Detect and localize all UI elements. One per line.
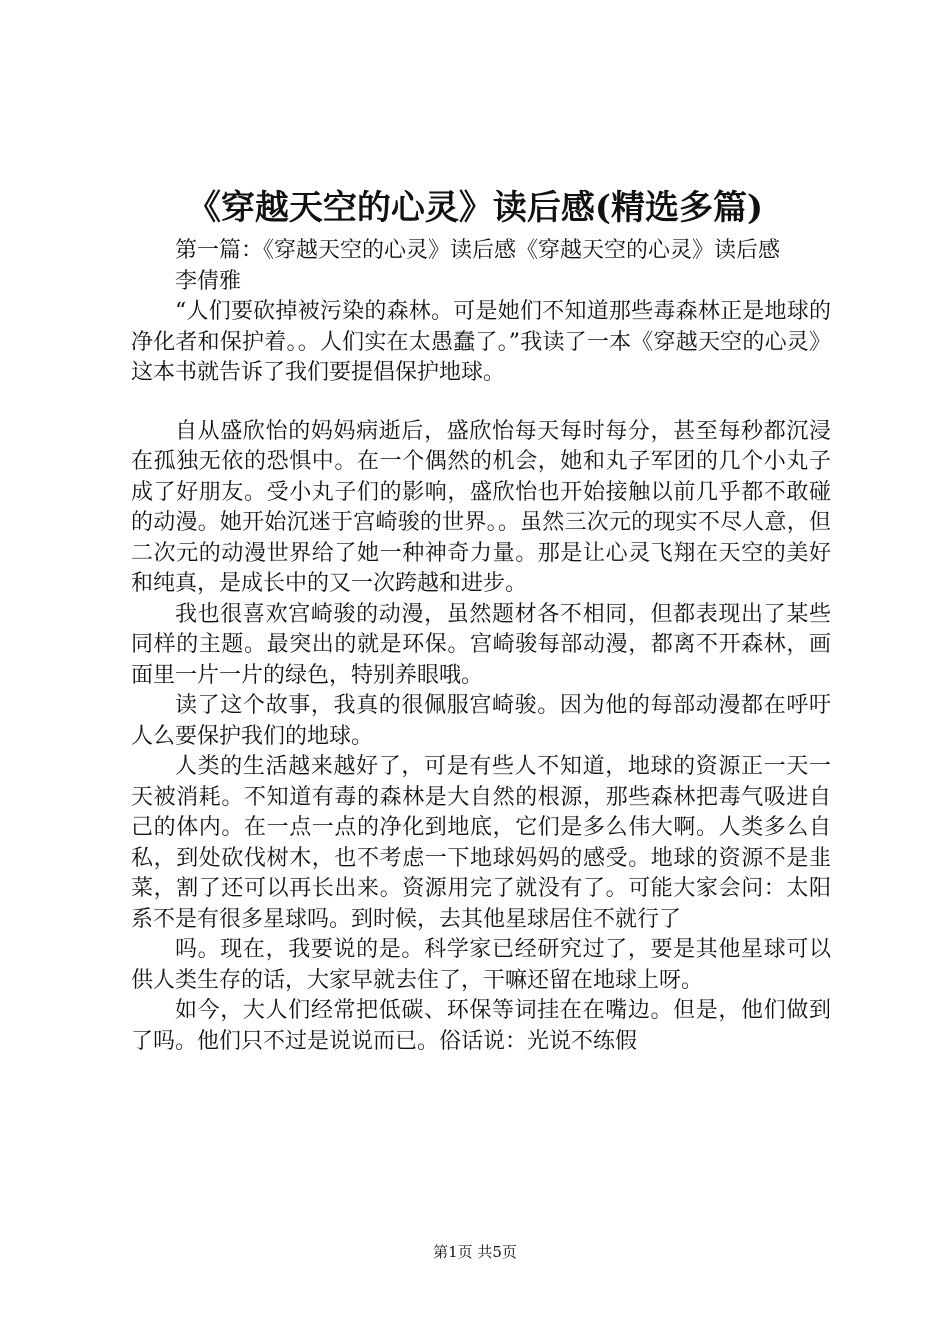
paragraph-heading: 第一篇：《穿越天空的心灵》读后感《穿越天空的心灵》读后感: [175, 238, 781, 263]
document-title: 《穿越天空的心灵》读后感(精选多篇): [186, 188, 764, 228]
page-footer: 第1页 共5页: [433, 1243, 517, 1261]
paragraph: 如今，大人们经常把低碳、环保等词挂在在嘴边。但是，他们做到了吗。他们只不过是说说而已。俗话说：光说不练假: [131, 998, 831, 1054]
paragraph: 吗。现在，我要说的是。科学家已经研究过了，要是其他星球可以供人类生存的话，大家早就去住了，干嘛还留在地球上呀。: [131, 937, 831, 993]
paragraph: 自从盛欣怡的妈妈病逝后，盛欣怡每天每时每分，甚至每秒都沉浸在孤独无依的恐惧中。在一个偶然的机会，她和丸子军团的几个小丸子成了好朋友。受小丸子们的影响，盛欣怡也开始接触以前几乎都不敢碰的动漫。她开始沉迷于宫崎骏的世界。。虽然三次元的现实不尽人意，但二次元的动漫世界给了她一种神奇力量。那是让心灵飞翔在天空的美好和纯真，是成长中的又一次跨越和进步。: [131, 418, 831, 596]
paragraph: “人们要砍掉被污染的森林。可是她们不知道那些毒森林正是地球的净化者和保护着。。人们实在太愚蠢了。”我读了一本《穿越天空的心灵》这本书就告诉了我们要提倡保护地球。: [131, 299, 831, 385]
paragraph: 读了这个故事，我真的很佩服宫崎骏。因为他的每部动漫都在呼吁人么要保护我们的地球。: [131, 693, 831, 749]
paragraph: 我也很喜欢宫崎骏的动漫，虽然题材各不相同，但都表现出了某些同样的主题。最突出的就是环保。宫崎骏每部动漫，都离不开森林，画面里一片一片的绿色，特别养眼哦。: [131, 601, 831, 688]
paragraph-author: 李倩雅: [175, 268, 242, 294]
document-body: [131, 236, 831, 1057]
paragraph: 人类的生活越来越好了，可是有些人不知道，地球的资源正一天一天被消耗。不知道有毒的森林是大自然的根源，那些森林把毒气吸进自己的体内。在一点一点的净化到地底，它们是多么伟大啊。人类多么自私，到处砍伐树木，也不考虑一下地球妈妈的感受。地球的资源不是韭菜，割了还可以再长出来。资源用完了就没有了。可能大家会问：太阳系不是有很多星球吗。到时候，去其他星球居住不就行了: [131, 754, 831, 932]
